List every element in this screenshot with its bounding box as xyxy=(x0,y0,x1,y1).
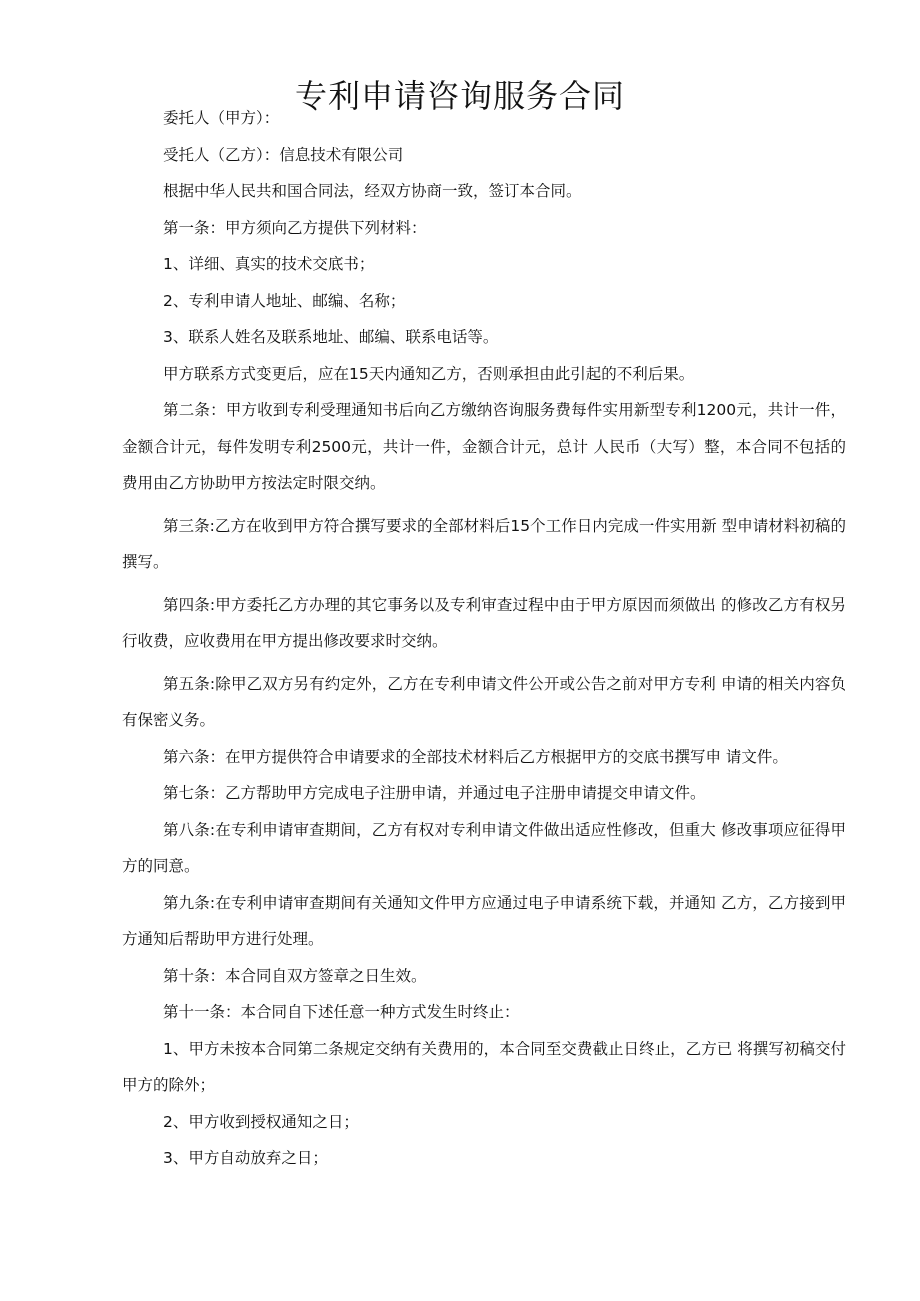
article-11-item-1: 1、甲方未按本合同第二条规定交纳有关费用的，本合同至交费截止日终止，乙方已 将撰写初稿交付甲方的除外； xyxy=(122,1039,846,1094)
article-1-item-3: 3、联系人姓名及联系地址、邮编、联系电话等。 xyxy=(163,328,499,346)
article-3: 第三条:乙方在收到甲方符合撰写要求的全部材料后15个工作日内完成一件实用新 型申请材料初稿的撰写。 xyxy=(122,516,846,571)
article-8: 第八条:在专利申请审查期间，乙方有权对专利申请文件做出适应性修改，但重大 修改事项应征得甲方的同意。 xyxy=(122,820,846,875)
article-6: 第六条：在甲方提供符合申请要求的全部技术材料后乙方根据甲方的交底书撰写申 请文件。 xyxy=(163,747,788,766)
article-4: 第四条:甲方委托乙方办理的其它事务以及专利审查过程中由于甲方原因而须做出 的修改乙方有权另行收费，应收费用在甲方提出修改要求时交纳。 xyxy=(122,595,846,650)
article-1-note: 甲方联系方式变更后，应在15天内通知乙方，否则承担由此引起的不利后果。 xyxy=(163,364,695,383)
article-5: 第五条:除甲乙双方另有约定外，乙方在专利申请文件公开或公告之前对甲方专利 申请的相关内容负有保密义务。 xyxy=(122,674,846,729)
client-line: 委托人（甲方）： xyxy=(163,109,280,127)
preamble: 根据中华人民共和国合同法，经双方协商一致，签订本合同。 xyxy=(163,182,582,200)
contractor-line: 受托人（乙方）：信息技术有限公司 xyxy=(163,145,404,164)
article-1-item-1: 1、详细、真实的技术交底书； xyxy=(163,255,375,273)
article-11-item-2: 2、甲方收到授权通知之日； xyxy=(163,1112,359,1131)
article-1-item-2: 2、专利申请人地址、邮编、名称； xyxy=(163,291,406,310)
article-9: 第九条:在专利申请审查期间有关通知文件甲方应通过电子申请系统下载，并通知 乙方，乙方接到甲方通知后帮助甲方进行处理。 xyxy=(122,893,846,948)
contract-body xyxy=(122,100,846,1177)
article-1: 第一条：甲方须向乙方提供下列材料： xyxy=(163,218,427,237)
article-11-item-3: 3、甲方自动放弃之日； xyxy=(163,1149,328,1167)
article-10: 第十条：本合同自双方签章之日生效。 xyxy=(163,966,427,985)
article-11: 第十一条：本合同自下述任意一种方式发生时终止： xyxy=(163,1003,520,1021)
article-2: 第二条：甲方收到专利受理通知书后向乙方缴纳咨询服务费每件实用新型专利1200元，共计一件，金额合计元，每件发明专利2500元，共计一件，金额合计元，总计 人民币（大写）整，本合同不包括的费用由乙方协助甲方按法定时限交纳。 xyxy=(122,401,846,492)
article-7: 第七条：乙方帮助甲方完成电子注册申请，并通过电子注册申请提交申请文件。 xyxy=(163,784,706,802)
contract-title: 专利申请咨询服务合同 xyxy=(294,77,625,116)
